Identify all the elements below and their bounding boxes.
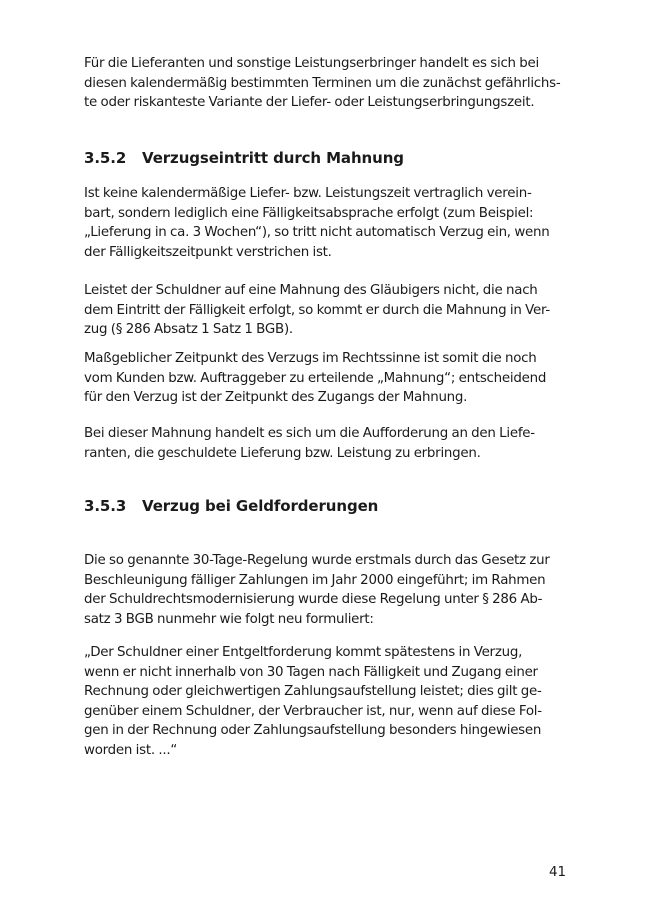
text-line: diesen kalendermäßig bestimmten Terminen um die zunächst gefährlichs-: [84, 75, 561, 91]
paragraph-3-5-2-2: [84, 281, 568, 340]
text-line: wenn er nicht innerhalb von 30 Tagen nach Fälligkeit und Zugang einer: [84, 664, 538, 680]
section-number: 3.5.2: [84, 149, 127, 167]
text-line: Bei dieser Mahnung handelt es sich um die Aufforderung an den Liefe-: [84, 426, 535, 441]
text-line: zug (§ 286 Absatz 1 Satz 1 BGB).: [84, 322, 293, 338]
section-title: Verzugseintritt durch Mahnung: [142, 149, 404, 167]
text-line: der Fälligkeitszeitpunkt verstrichen ist.: [84, 244, 332, 260]
paragraph-3-5-2-3: [84, 349, 568, 408]
text-line: „Der Schuldner einer Entgeltforderung kommt spätestens in Verzug,: [84, 645, 523, 660]
section-title: Verzug bei Geldforderungen: [142, 497, 379, 515]
text-line: genüber einem Schuldner, der Verbraucher ist, nur, wenn auf diese Fol-: [84, 703, 542, 719]
text-line: „Lieferung in ca. 3 Wochen“), so tritt nicht automatisch Verzug ein, wenn: [84, 225, 550, 241]
text-line: dem Eintritt der Fälligkeit erfolgt, so kommt er durch die Mahnung in Ver-: [84, 302, 550, 318]
paragraph-intro: [84, 54, 568, 113]
text-line: ranten, die geschuldete Lieferung bzw. Leistung zu erbringen.: [84, 445, 481, 461]
page-number: 41: [548, 865, 566, 880]
text-line: gen in der Rechnung oder Zahlungsaufstellung besonders hingewiesen: [84, 723, 542, 739]
text-line: für den Verzug ist der Zeitpunkt des Zugangs der Mahnung.: [84, 390, 468, 406]
text-line: Beschleunigung fälliger Zahlungen im Jahr 2000 eingeführt; im Rahmen: [84, 572, 546, 588]
paragraph-3-5-3-quote: [84, 643, 568, 761]
text-line: worden ist. ...“: [84, 742, 178, 758]
paragraph-3-5-3-1: [84, 551, 568, 629]
section-heading-3-5-3: [84, 496, 568, 516]
paragraph-3-5-2-4: [84, 424, 568, 463]
section-heading-3-5-2: [84, 148, 568, 168]
text-line: te oder riskanteste Variante der Liefer- oder Leistungserbringungszeit.: [84, 95, 535, 111]
text-line: Leistet der Schuldner auf eine Mahnung des Gläubigers nicht, die nach: [84, 283, 538, 298]
text-line: Ist keine kalendermäßige Liefer- bzw. Leistungszeit vertraglich verein-: [84, 186, 532, 201]
text-line: Rechnung oder gleichwertigen Zahlungsaufstellung leistet; dies gilt ge-: [84, 684, 542, 700]
paragraph-3-5-2-1: [84, 184, 568, 262]
text-line: bart, sondern lediglich eine Fälligkeitsabsprache erfolgt (zum Beispiel:: [84, 205, 534, 221]
text-line: Die so genannte 30-Tage-Regelung wurde erstmals durch das Gesetz zur: [84, 553, 550, 568]
text-line: satz 3 BGB nunmehr wie folgt neu formuliert:: [84, 611, 374, 627]
text-line: Für die Lieferanten und sonstige Leistungserbringer handelt es sich bei: [84, 56, 540, 71]
section-number: 3.5.3: [84, 497, 127, 515]
text-line: der Schuldrechtsmodernisierung wurde diese Regelung unter § 286 Ab-: [84, 592, 543, 608]
text-line: vom Kunden bzw. Auftraggeber zu erteilende „Mahnung“; entscheidend: [84, 370, 547, 386]
text-line: Maßgeblicher Zeitpunkt des Verzugs im Rechtssinne ist somit die noch: [84, 351, 537, 366]
